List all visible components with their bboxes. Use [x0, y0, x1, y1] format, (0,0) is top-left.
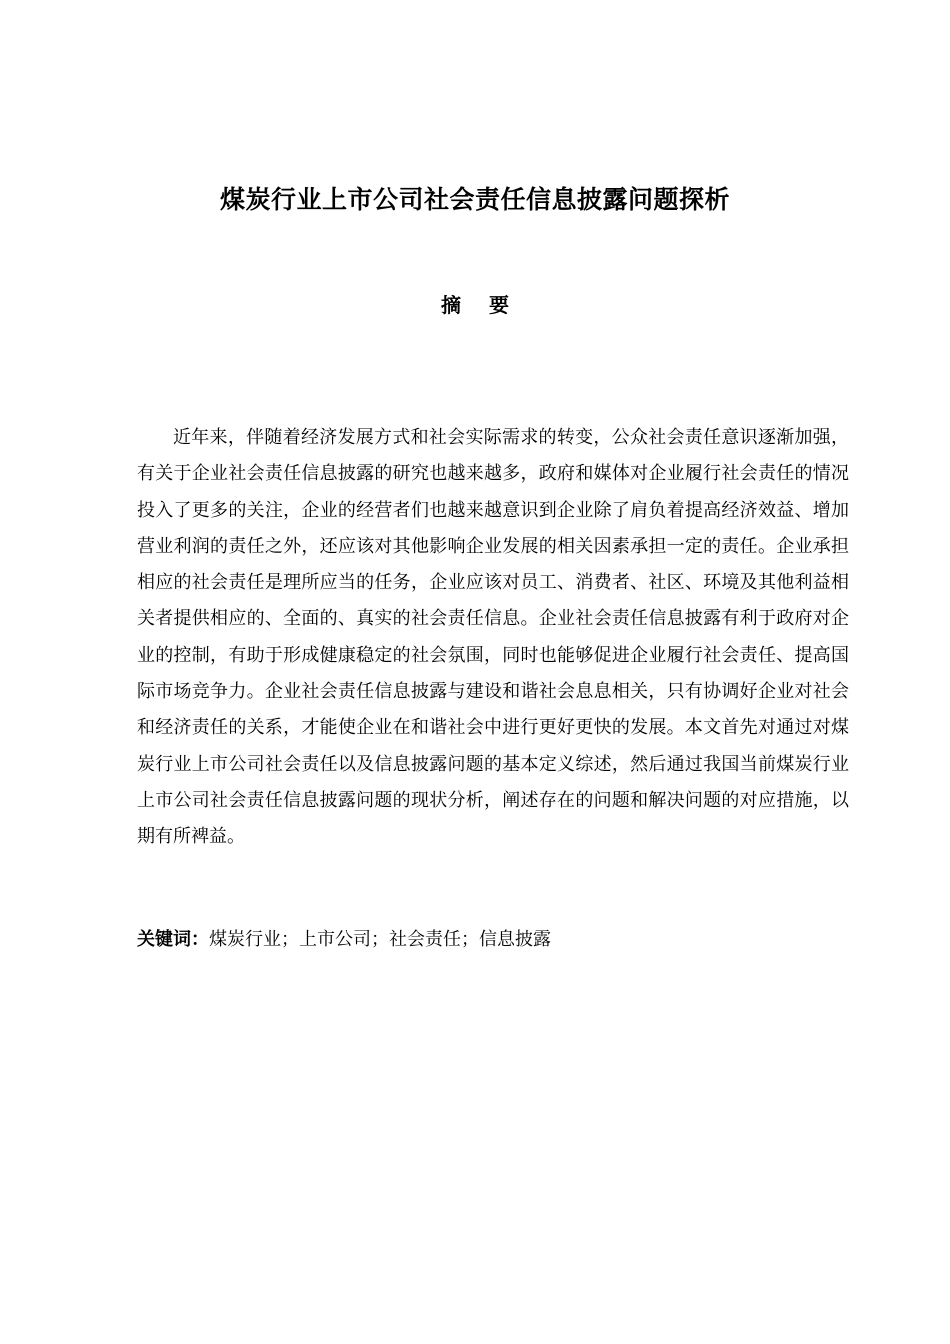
- keywords-list: 煤炭行业；上市公司；社会责任；信息披露: [209, 929, 551, 950]
- document-title: 煤炭行业上市公司社会责任信息披露问题探析: [219, 185, 730, 214]
- abstract-heading: 摘要: [441, 293, 537, 317]
- abstract-paragraph: 近年来，伴随着经济发展方式和社会实际需求的转变，公众社会责任意识逐渐加强，有关于企业社会责任信息披露的研究也越来越多，政府和媒体对企业履行社会责任的情况投入了更多的关注，企业的经营者们也越来越意识到企业除了肩负着提高经济效益、增加营业利润的责任之外，还应该对其他影响企业发展的相关因素承担一定的责任。企业承担相应的社会责任是理所应当的任务，企业应该对员工、消费者、社区、环境及其他利益相关者提供相应的、全面的、真实的社会责任信息。企业社会责任信息披露有利于政府对企业的控制，有助于形成健康稳定的社会氛围，同时也能够促进企业履行社会责任、提高国际市场竞争力。企业社会责任信息披露与建设和谐社会息息相关，只有协调好企业对社会和经济责任的关系，才能使企业在和谐社会中进行更好更快的发展。本文首先对通过对煤炭行业上市公司社会责任以及信息披露问题的基本定义综述，然后通过我国当前煤炭行业上市公司社会责任信息披露问题的现状分析，阐述存在的问题和解决问题的对应措施，以期有所裨益。: [137, 427, 849, 848]
- keywords-line: [137, 925, 849, 955]
- keywords-label: 关键词：: [137, 929, 209, 950]
